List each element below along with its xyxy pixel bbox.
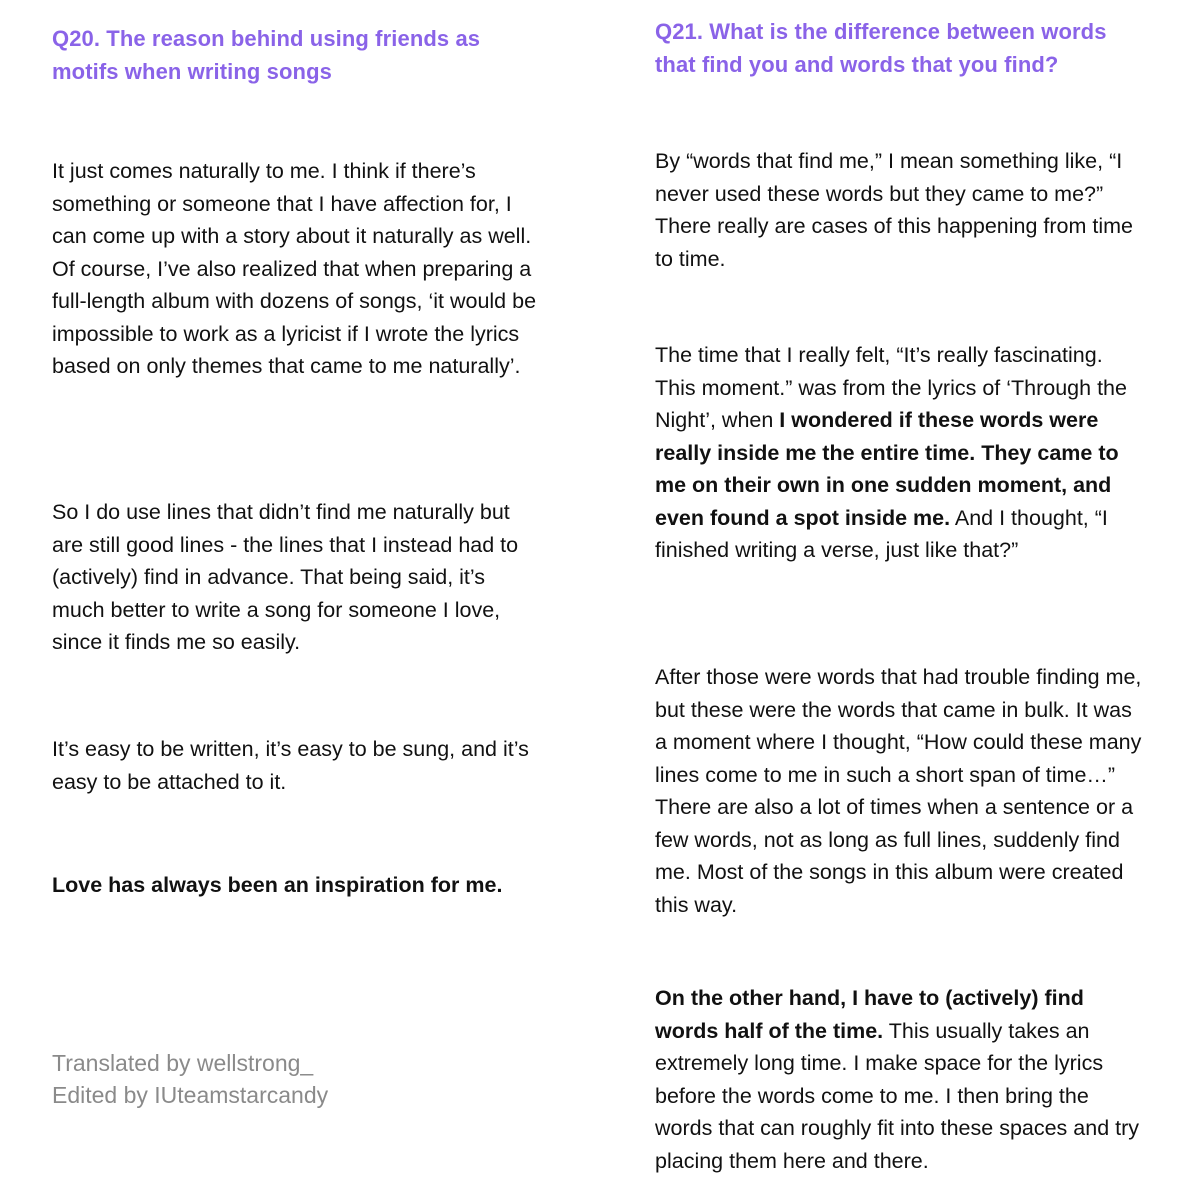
credit-edited: Edited by IUteamstarcandy [52, 1082, 329, 1108]
credits [52, 1047, 452, 1111]
credit-translated: Translated by wellstrong_ [52, 1050, 314, 1076]
q20-paragraph-2: So I do use lines that didn’t find me naturally but are still good lines - the lines that I instead had to (actively) find in advance. That being said, it’s much better to write a song for someone I love, since it finds me so easily. [52, 500, 519, 654]
q20-heading: Q20. The reason behind using friends as motifs when writing songs [52, 26, 481, 84]
q21-paragraph-3: After those were words that had trouble finding me, but these were the words that came in bulk. It was a moment where I thought, “How could these many lines come to me in such a short span of time…” There are also a lot of times when a sentence or a few words, not as long as full lines, suddenly find me. Most of the songs in this album were created this way. [655, 665, 1142, 917]
q21-paragraph-4-bold: On the other hand, I have to (actively) find words half of the time. [655, 986, 1084, 1043]
q21-paragraph-1: By “words that find me,” I mean something like, “I never used these words but they came to me?” There really are cases of this happening from time to time. [655, 149, 1134, 271]
q21-paragraph-2-tail: And I thought, “I finished writing a verse, just like that?” [655, 505, 1108, 562]
q21-paragraph-4-rest: This usually takes an extremely long time. I make space for the lyrics before the words come to me. I then bring the words that can roughly fit into these spaces and try placing them here and there. [655, 1018, 1140, 1173]
q21-paragraph-2 [655, 339, 1145, 567]
q20-bold-statement: Love has always been an inspiration for me. [52, 873, 503, 897]
q21-paragraph-4 [655, 982, 1145, 1177]
q20-paragraph-4 [52, 869, 552, 902]
q20-paragraph-3: It’s easy to be written, it’s easy to be sung, and it’s easy to be attached to it. [52, 737, 529, 794]
q21-paragraph-2-lead: The time that I really felt, “It’s really fascinating. This moment.” was from the lyrics of ‘Through the Night’, when [655, 343, 1127, 432]
q21-paragraph-2-bold: I wondered if these words were really inside me the entire time. They came to me on their own in one sudden moment, and even found a spot inside me. [655, 408, 1119, 530]
q21-heading: Q21. What is the difference between words that find you and words that you find? [655, 19, 1107, 77]
q20-paragraph-1: It just comes naturally to me. I think if there’s something or someone that I have affection for, I can come up with a story about it naturally as well. Of course, I’ve also realized that when preparing a full-length album with dozens of songs, ‘it would be impossible to work as a lyricist if I wrote the lyrics based on only themes that came to me naturally’. [52, 159, 537, 378]
